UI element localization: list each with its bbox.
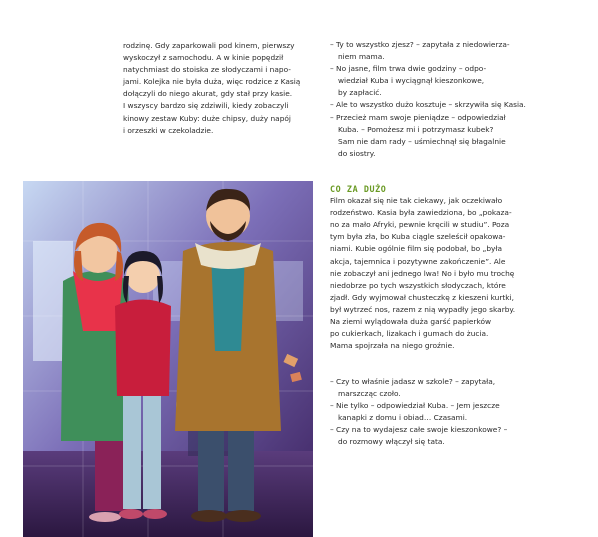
dialog-line: – Ty to wszystko zjesz? – zapytała z niedowierza- — [330, 40, 510, 49]
body-text-line: natychmiast do stoiska ze słodyczami i napo- — [123, 65, 291, 75]
story-text-line: Mama spojrzała na niego groźnie. — [330, 341, 455, 351]
section-title: CO ZA DUŻO — [330, 184, 387, 194]
story-section — [330, 183, 535, 352]
dialog-line: niem mama. — [338, 52, 385, 62]
body-text-line: rodzinę. Gdy zaparkowali pod kinem, pierwszy — [123, 41, 295, 50]
body-text-line: kinowy zestaw Kuby: duże chipsy, duży napój — [123, 113, 291, 123]
dialog-block-1 — [330, 39, 530, 160]
story-text-line: Na ziemi wylądowała duża garść papierków — [330, 317, 492, 327]
body-text-line: I wszyscy bardzo się zdziwili, kiedy zobaczyli — [123, 101, 289, 111]
body-text-line: dołączyli do niego akurat, gdy stał przy kasie. — [123, 89, 293, 99]
dialog-line: do siostry. — [338, 148, 376, 158]
dialog-line: – No jasne, film trwa dwie godziny – odpo- — [330, 64, 487, 74]
dialog-line: by zapłacić. — [338, 88, 382, 98]
body-text-line: jami. Kolejka nie była duża, więc rodzice z Kasią — [123, 77, 301, 87]
dialog-line: do rozmowy włączył się tata. — [338, 437, 445, 447]
dialog-block-2 — [330, 376, 535, 449]
dialog-line: marszcząc czoło. — [338, 389, 401, 399]
story-text-line: po cukierkach, lizakach i gumach do żucia. — [330, 329, 489, 339]
dialog-line: Sam nie dam rady – uśmiechnął się błagalnie — [338, 136, 506, 146]
dialog-line: wiedział Kuba i wyciągnął kieszonkowe, — [338, 76, 485, 86]
story-text-line: niami. Kubie ogólnie film się podobał, bo „była — [330, 244, 503, 254]
dialog-line: – Przecież mam swoje pieniądze – odpowiedział — [330, 112, 506, 122]
story-text-line: tym była zła, bo Kuba ciągle szeleścił opakowa- — [330, 232, 506, 242]
body-text-line: i orzeszki w czekoladzie. — [123, 125, 214, 135]
story-text-line: niedobrze po tych wszystkich słodyczach, które — [330, 280, 506, 290]
story-paragraph — [330, 195, 535, 352]
dialog-line: Kuba. – Pomożesz mi i potrzymasz kubek? — [338, 124, 494, 134]
story-text-line: nie zobaczył ani jednego lwa! No i było mu trochę — [330, 268, 515, 278]
story-text-line: rodzeństwo. Kasia była zawiedziona, bo „pokaza- — [330, 208, 512, 218]
family-at-cinema-illustration — [23, 181, 313, 537]
story-text-line: Film okazał się nie tak ciekawy, jak oczekiwało — [330, 196, 503, 206]
body-text-line: wyskoczył z samochodu. A w kinie popędził — [123, 53, 284, 63]
dialog-line: – Nie tylko – odpowiedział Kuba. – Jem jeszcze — [330, 401, 500, 411]
dialog-line: – Czy na to wydajesz całe swoje kieszonkowe? – — [330, 425, 508, 435]
story-text-line: był wytrzeć nos, razem z nią wypadły jego skarby. — [330, 304, 516, 314]
left-text-column — [123, 40, 309, 137]
dialog-line: – Ale to wszystko dużo kosztuje – skrzywiła się Kasia. — [330, 100, 526, 110]
dialog-line: – Czy to właśnie jadasz w szkole? – zapytała, — [330, 377, 496, 386]
story-text-line: akcja, tajemnica i pozytywne zakończenie”. Ale — [330, 256, 506, 266]
dialog-line: kanapki z domu i obiad… Czasami. — [338, 413, 468, 423]
story-text-line: no za mało Afryki, pewnie kręcili w studiu”. Poza — [330, 220, 510, 230]
story-text-line: zjadł. Gdy wyjmował chusteczkę z kieszeni kurtki, — [330, 292, 514, 302]
